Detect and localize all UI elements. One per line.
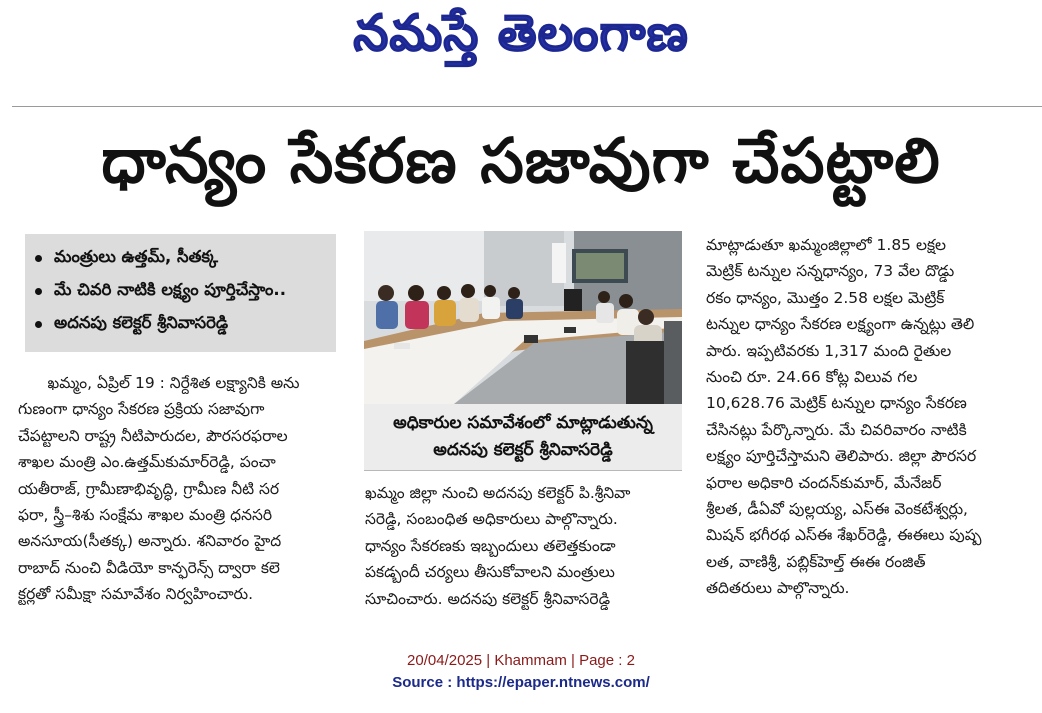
text-line: గుణంగా ధాన్యం సేకరణ ప్రక్రియ సజావుగా xyxy=(18,400,265,419)
text-line: మిషన్ భగీరథ ఎస్ఈ శేఖర్‌రెడ్డి, ఈఈలు పుష్ప xyxy=(706,526,982,545)
bullet-icon xyxy=(35,288,42,295)
text-line: నుంచి రూ. 24.66 కోట్ల విలువ గల xyxy=(706,367,918,386)
masthead-divider xyxy=(12,106,1042,107)
edition-info: 20/04/2025 | Khammam | Page : 2 xyxy=(407,652,635,669)
text-line: మెట్రిక్ టన్నుల సన్నధాన్యం, 73 వేల దొడ్డు xyxy=(706,262,955,281)
article-column-1 xyxy=(18,370,354,608)
caption-line: అదనపు కలెక్టర్ శ్రీనివాసరెడ్డి xyxy=(433,440,613,460)
photo-caption xyxy=(364,404,682,471)
source-link[interactable]: Source : https://epaper.ntnews.com/ xyxy=(392,674,650,691)
text-line: పకడ్బందీ చర్యలు తీసుకోవాలని మంత్రులు xyxy=(365,563,615,582)
article-column-3 xyxy=(706,232,1024,601)
text-line: క్టర్లతో సమీక్షా సమావేశం నిర్వహించారు. xyxy=(18,585,254,604)
text-line: సూచించారు. అదనపు కలెక్టర్ శ్రీనివాసరెడ్డి xyxy=(365,589,611,608)
text-line: రకం ధాన్యం, మొత్తం 2.58 లక్షల మెట్రిక్ xyxy=(706,288,945,307)
text-line: యతీరాజ్, గ్రామీణాభివృద్ధి, గ్రామీణ నీటి సర xyxy=(18,479,280,498)
text-line: తదితరులు పాల్గొన్నారు. xyxy=(706,579,850,598)
highlight-item: మే చివరి నాటికి లక్ష్యం పూర్తిచేస్తాం.. xyxy=(31,275,336,308)
article-headline: ధాన్యం సేకరణ సజావుగా చేపట్టాలి xyxy=(101,123,941,197)
text-line: లక్ష్యం పూర్తిచేస్తామని తెలిపారు. జిల్లా పౌరసర xyxy=(706,447,977,466)
text-line: ఫరా, స్త్రీ–శిశు సంక్షేమ శాఖల మంత్రి ధనసరి xyxy=(18,505,273,524)
bullet-icon xyxy=(35,321,42,328)
text-line: రాబాద్ నుంచి వీడియో కాన్ఫరెన్స్ ద్వారా కలె xyxy=(18,558,280,577)
text-line: ఖమ్మం, ఏప్రిల్ 19 : నిర్దేశిత లక్ష్యానికి అను xyxy=(18,374,300,392)
text-line: శ్రీలత, డీఏవో పుల్లయ్య, ఎస్ఈ వెంకటేశ్వర్లు, xyxy=(706,499,968,518)
text-line: 10,628.76 మెట్రిక్ టన్నుల ధాన్యం సేకరణ xyxy=(706,394,967,413)
highlight-item: అదనపు కలెక్టర్ శ్రీనివాసరెడ్డి xyxy=(31,308,336,341)
text-line: పారు. ఇప్పటివరకు 1,317 మంది రైతుల xyxy=(706,341,952,360)
meeting-photo-illustration xyxy=(364,231,682,404)
article-column-2 xyxy=(365,480,683,612)
text-line: ధాన్యం సేకరణకు ఇబ్బందులు తలెత్తకుండా xyxy=(365,536,616,555)
highlight-item: మంత్రులు ఉత్తమ్, సీతక్క xyxy=(31,242,336,275)
text-line: టన్నుల ధాన్యం సేకరణ లక్ష్యంగా ఉన్నట్లు తెలి xyxy=(706,315,975,334)
text-line: అనసూయ(సీతక్క) అన్నారు. శనివారం హైద xyxy=(18,532,282,551)
highlights-box xyxy=(25,234,336,352)
caption-line: అధికారుల సమావేశంలో మాట్లాడుతున్న xyxy=(393,413,653,433)
text-line: శాఖల మంత్రి ఎం.ఉత్తమ్‌కుమార్‌రెడ్డి, పంచా xyxy=(18,453,276,472)
text-line: లత, వాణిశ్రీ, పబ్లిక్‌హెల్త్ ఈఈ రంజిత్ xyxy=(706,552,926,571)
text-line: ఫరాల అధికారి చందన్‌కుమార్, మేనేజర్ xyxy=(706,473,942,492)
meeting-photo xyxy=(364,231,682,404)
newspaper-logo: నమస్తే తెలంగాణ xyxy=(353,3,689,62)
text-line: ఖమ్మం జిల్లా నుంచి అదనపు కలెక్టర్ పి.శ్రీనివా xyxy=(365,484,631,502)
text-line: మాట్లాడుతూ ఖమ్మంజిల్లాలో 1.85 లక్షల xyxy=(706,236,947,254)
page-footer xyxy=(0,650,1042,694)
text-line: చేపట్టాలని రాష్ట్ర నీటిపారుదల, పౌరసరఫరాల xyxy=(18,426,288,445)
bullet-icon xyxy=(35,255,42,262)
text-line: చేసినట్లు పేర్కొన్నారు. మే చివరివారం నాటికి xyxy=(706,420,967,439)
text-line: సరెడ్డి, సంబంధిత అధికారులు పాల్గొన్నారు. xyxy=(365,510,618,529)
masthead xyxy=(0,0,1042,78)
